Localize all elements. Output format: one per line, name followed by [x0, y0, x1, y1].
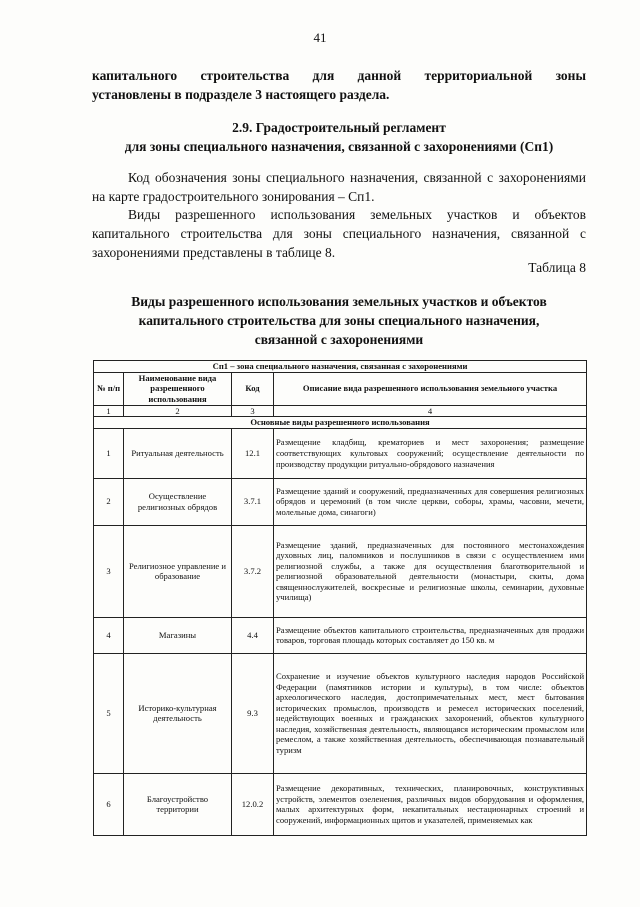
column-number: 2	[124, 405, 232, 417]
row-code: 12.1	[232, 428, 274, 478]
row-number: 5	[94, 653, 124, 773]
land-use-table	[93, 360, 587, 836]
table-row	[94, 617, 587, 653]
row-code: 3.7.1	[232, 478, 274, 525]
table-row	[94, 428, 587, 478]
table-title-line-1: Виды разрешенного использования земельных участков и объектов	[131, 294, 547, 309]
section-heading: 2.9. Градостроительный регламент	[232, 120, 446, 135]
row-code: 3.7.2	[232, 525, 274, 617]
row-name: Ритуальная деятельность	[124, 428, 232, 478]
row-description: Сохранение и изучение объектов культурного наследия народов Российской Федерации (памятников истории и культуры), в том числе: объектов археологического наследия, достопримечательных мест, мест бытования исторических промыслов, производств и ремесел исторических поселений, недействующих военных и гражданских захоронений, объектов культурного наследия, хозяйственная деятельность, являющаяся историческим промыслом или ремеслом, а также хозяйственная деятельность, обеспечивающая познавательный туризм	[274, 653, 587, 773]
zone-header: Сп1 – зона специального назначения, связанная с захоронениями	[94, 361, 587, 373]
row-number: 6	[94, 773, 124, 835]
row-name: Религиозное управление и образование	[124, 525, 232, 617]
intro-line-2: установлены в подразделе 3 настоящего раздела.	[92, 87, 390, 102]
row-description: Размещение зданий, предназначенных для постоянного местонахождения духовных лиц, паломников и послушников в связи с осуществлением ими религиозной службы, а также для осуществления благотворительной и религиозной образовательной деятельности (монастыри, скиты, дома священнослужителей, воскресные и религиозные школы, семинарии, духовные училища)	[274, 525, 587, 617]
page-number: 41	[313, 30, 327, 45]
table-row	[94, 773, 587, 835]
table-title-line-2: капитального строительства для зоны специального назначения,	[138, 313, 540, 328]
row-number: 3	[94, 525, 124, 617]
column-number: 4	[274, 405, 587, 417]
table-row	[94, 653, 587, 773]
body-paragraph-1: Код обозначения зоны специального назначения, связанной с захоронениями на карте градостроительного зонирования – Сп1.	[92, 170, 586, 204]
section-subheading: для зоны специального назначения, связанной с захоронениями (Сп1)	[124, 139, 554, 154]
row-description: Размещение кладбищ, крематориев и мест захоронения; размещение соответствующих культовых сооружений; осуществление деятельности по производству продукции ритуально-обрядового назначения	[274, 428, 587, 478]
column-number: 1	[94, 405, 124, 417]
row-number: 1	[94, 428, 124, 478]
column-header-num: № п/п	[94, 372, 124, 405]
intro-line-1: капитального строительства для данной территориальной зоны	[92, 68, 586, 83]
column-header-desc: Описание вида разрешенного использования земельного участка	[274, 372, 587, 405]
column-number: 3	[232, 405, 274, 417]
row-name: Благоустройство территории	[124, 773, 232, 835]
row-number: 2	[94, 478, 124, 525]
table-title-line-3: связанной с захоронениями	[254, 332, 424, 347]
row-name: Историко-культурная деятельность	[124, 653, 232, 773]
group-header: Основные виды разрешенного использования	[94, 417, 587, 429]
row-description: Размещение зданий и сооружений, предназначенных для совершения религиозных обрядов и церемоний (в том числе церкви, соборы, храмы, часовни, мечети, молельные дома, синагоги)	[274, 478, 587, 525]
row-description: Размещение декоративных, технических, планировочных, конструктивных устройств, элементов озеленения, различных видов оборудования и оформления, малых архитектурных форм, некапитальных нестационарных строений и сооружений, информационных щитов и указателей, применяемых как	[274, 773, 587, 835]
row-name: Осуществление религиозных обрядов	[124, 478, 232, 525]
row-code: 12.0.2	[232, 773, 274, 835]
column-header-name: Наименование вида разрешенного использования	[124, 372, 232, 405]
row-code: 9.3	[232, 653, 274, 773]
body-paragraph-2: Виды разрешенного использования земельных участков и объектов капитального строительства для зоны специального назначения, связанной с захоронениями представлены в таблице 8.	[92, 207, 586, 260]
table-label: Таблица 8	[528, 260, 586, 275]
row-code: 4.4	[232, 617, 274, 653]
table-row	[94, 525, 587, 617]
row-description: Размещение объектов капитального строительства, предназначенных для продажи товаров, торговая площадь которых составляет до 150 кв. м	[274, 617, 587, 653]
table-row	[94, 478, 587, 525]
column-header-code: Код	[232, 372, 274, 405]
row-number: 4	[94, 617, 124, 653]
row-name: Магазины	[124, 617, 232, 653]
